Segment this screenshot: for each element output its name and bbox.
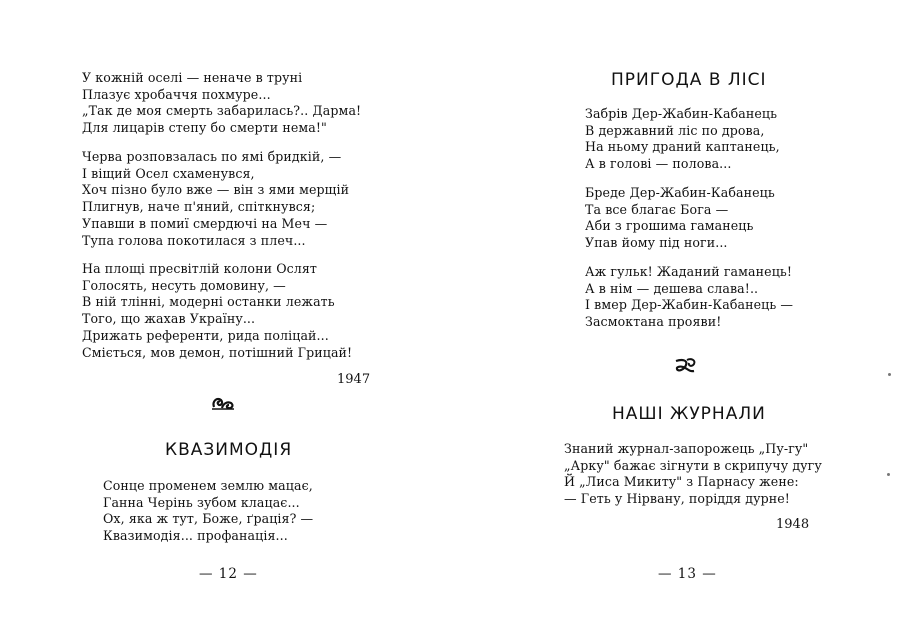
poem-year: 1947 — [337, 372, 371, 387]
stanza-1 — [564, 441, 822, 508]
verse-line: Упав йому під ноги... — [585, 235, 728, 251]
poem-title: КВАЗИМОДІЯ — [165, 440, 293, 460]
right-page — [450, 0, 900, 637]
verse-line: Тупа голова покотилася з плеч... — [82, 232, 306, 248]
stanza-3 — [82, 261, 352, 361]
verse-line: В ній тлінні, модерні останки лежать — [82, 294, 335, 310]
verse-line: На площі пресвітлій колони Ослят — [82, 261, 317, 276]
verse-line: Упавши в помиї смердючі на Меч — — [82, 215, 328, 231]
verse-line: Бреде Дер-Жабин-Кабанець — [585, 185, 775, 200]
snail-ornament-icon — [210, 395, 236, 411]
verse-line: Того, що жахав Україну... — [82, 311, 256, 327]
scan-speck — [887, 473, 890, 476]
verse-line: „Так де моя смерть забарилась?.. Дарма! — [82, 103, 362, 119]
verse-line: Забрів Дер-Жабин-Кабанець — [585, 106, 778, 121]
verse-line: Й „Лиса Микиту" з Парнасу жене: — [564, 474, 799, 490]
verse-line: Квазимодія... профанація... — [103, 528, 288, 544]
verse-line: На ньому драний каптанець, — [585, 139, 780, 155]
verse-line: А в голові — полова... — [585, 156, 732, 172]
verse-line: Сонце променем землю мацає, — [103, 478, 313, 493]
verse-line: Голосять, несуть домовину, — — [82, 277, 286, 293]
verse-line: У кожній оселі — неначе в труні — [82, 70, 303, 85]
scan-speck — [888, 373, 891, 376]
verse-line: Та все благає Бога — — [585, 201, 729, 217]
verse-line: В державний ліс по дрова, — [585, 122, 765, 138]
stanza-2 — [585, 185, 775, 252]
verse-line: Для лицарів степу бо смерти нема!" — [82, 120, 327, 136]
verse-line: Ганна Черінь зубом клацає... — [103, 494, 300, 510]
stanza-2 — [82, 149, 349, 249]
verse-line: — Геть у Нірвану, поріддя дурне! — [564, 491, 790, 507]
stanza-1 — [103, 478, 313, 545]
stanza-1 — [585, 106, 780, 173]
verse-line: Знаний журнал-запорожець „Пу-гу" — [564, 441, 809, 456]
poem-title: ПРИГОДА В ЛІСІ — [611, 70, 767, 90]
stanza-1 — [82, 70, 361, 137]
verse-line: Дрижать референти, рида поліцай... — [82, 327, 329, 343]
verse-line: Хоч пізно було вже — він з ями мерщій — [82, 182, 350, 198]
verse-line: Сміється, мов демон, потішний Грицай! — [82, 344, 353, 360]
verse-line: Засмоктана прояви! — [585, 314, 722, 330]
poem-year: 1948 — [776, 517, 810, 532]
verse-line: Аби з грошима гаманець — [585, 218, 754, 234]
flourish-ornament-icon — [674, 357, 698, 375]
verse-line: Плазує хробаччя похмуре... — [82, 86, 271, 102]
poem-title: НАШІ ЖУРНАЛИ — [612, 404, 766, 424]
verse-line: І віщий Осел схаменувся, — [82, 165, 255, 181]
verse-line: Ох, яка ж тут, Боже, ґрація? — — [103, 511, 314, 527]
page-number: — 13 — — [658, 566, 717, 582]
verse-line: А в нім — дешева слава!.. — [585, 280, 759, 296]
page-number: — 12 — — [199, 566, 258, 582]
verse-line: Аж гульк! Жаданий гаманець! — [585, 264, 793, 279]
verse-line: Черва розповзалась по ямі бридкій, — — [82, 149, 342, 164]
verse-line: Плигнув, наче п'яний, спіткнувся; — [82, 199, 316, 215]
stanza-3 — [585, 264, 793, 331]
verse-line: „Арку" бажає зігнути в скрипучу дугу — [564, 457, 822, 473]
verse-line: І вмер Дер-Жабин-Кабанець — — [585, 297, 794, 313]
